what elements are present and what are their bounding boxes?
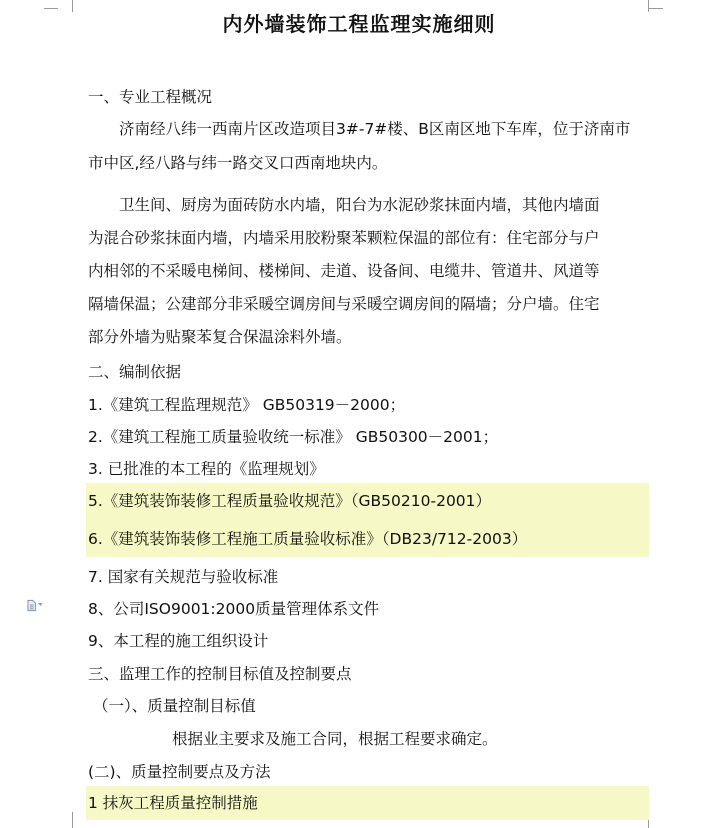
crop-mark-bottom-right	[648, 812, 663, 828]
paragraph-line: 济南经八纬一西南片区改造项目3#-7#楼、B区南区地下车库，位于济南市	[119, 120, 631, 138]
list-item: 3. 已批准的本工程的《监理规划》	[88, 460, 325, 478]
list-item: 8、公司ISO9001:2000质量管理体系文件	[88, 600, 380, 618]
document-icon[interactable]	[27, 597, 43, 613]
section-heading: 三、监理工作的控制目标值及控制要点	[88, 665, 352, 683]
section-heading: 二、编制依据	[88, 363, 182, 381]
list-item: 9、本工程的施工组织设计	[88, 632, 269, 650]
paragraph-line: 部分外墙为贴聚苯复合保温涂料外墙。	[88, 328, 352, 346]
paragraph-line: 为混合砂浆抹面内墙，内墙采用胶粉聚苯颗粒保温的部位有：住宅部分与户	[88, 229, 600, 247]
chevron-down-icon	[38, 603, 43, 607]
subsection-heading: 1 抹灰工程质量控制措施	[88, 794, 258, 812]
crop-mark-bottom-left	[58, 812, 73, 828]
paragraph-line: 卫生间、厨房为面砖防水内墙，阳台为水泥砂浆抹面内墙，其他内墙面	[119, 196, 600, 214]
section-heading: 一、专业工程概况	[88, 88, 213, 106]
paragraph-line: 隔墙保温；公建部分非采暖空调房间与采暖空调房间的隔墙；分户墙。住宅	[88, 295, 600, 313]
list-item: 5.《建筑装饰装修工程质量验收规范》（GB50210-2001）	[88, 492, 492, 510]
list-item: 1.《建筑工程监理规范》 GB50319－2000；	[88, 396, 406, 414]
list-item: 6.《建筑装饰装修工程施工质量验收标准》（DB23/712-2003）	[88, 530, 528, 548]
paragraph-line: 内相邻的不采暖电梯间、楼梯间、走道、设备间、电缆井、管道井、风道等	[88, 262, 600, 280]
paragraph-line: 市中区,经八路与纬一路交叉口西南地块内。	[88, 154, 388, 172]
list-item: 7. 国家有关规范与验收标准	[88, 568, 279, 586]
paragraph-line: 根据业主要求及施工合同，根据工程要求确定。	[172, 730, 498, 748]
document-title: 内外墙装饰工程监理实施细则	[222, 12, 496, 36]
subsection-heading: (二)、质量控制要点及方法	[88, 763, 271, 781]
subsection-heading: （一）、质量控制目标值	[93, 697, 256, 715]
list-item: 2.《建筑工程施工质量验收统一标准》 GB50300－2001；	[88, 428, 499, 446]
